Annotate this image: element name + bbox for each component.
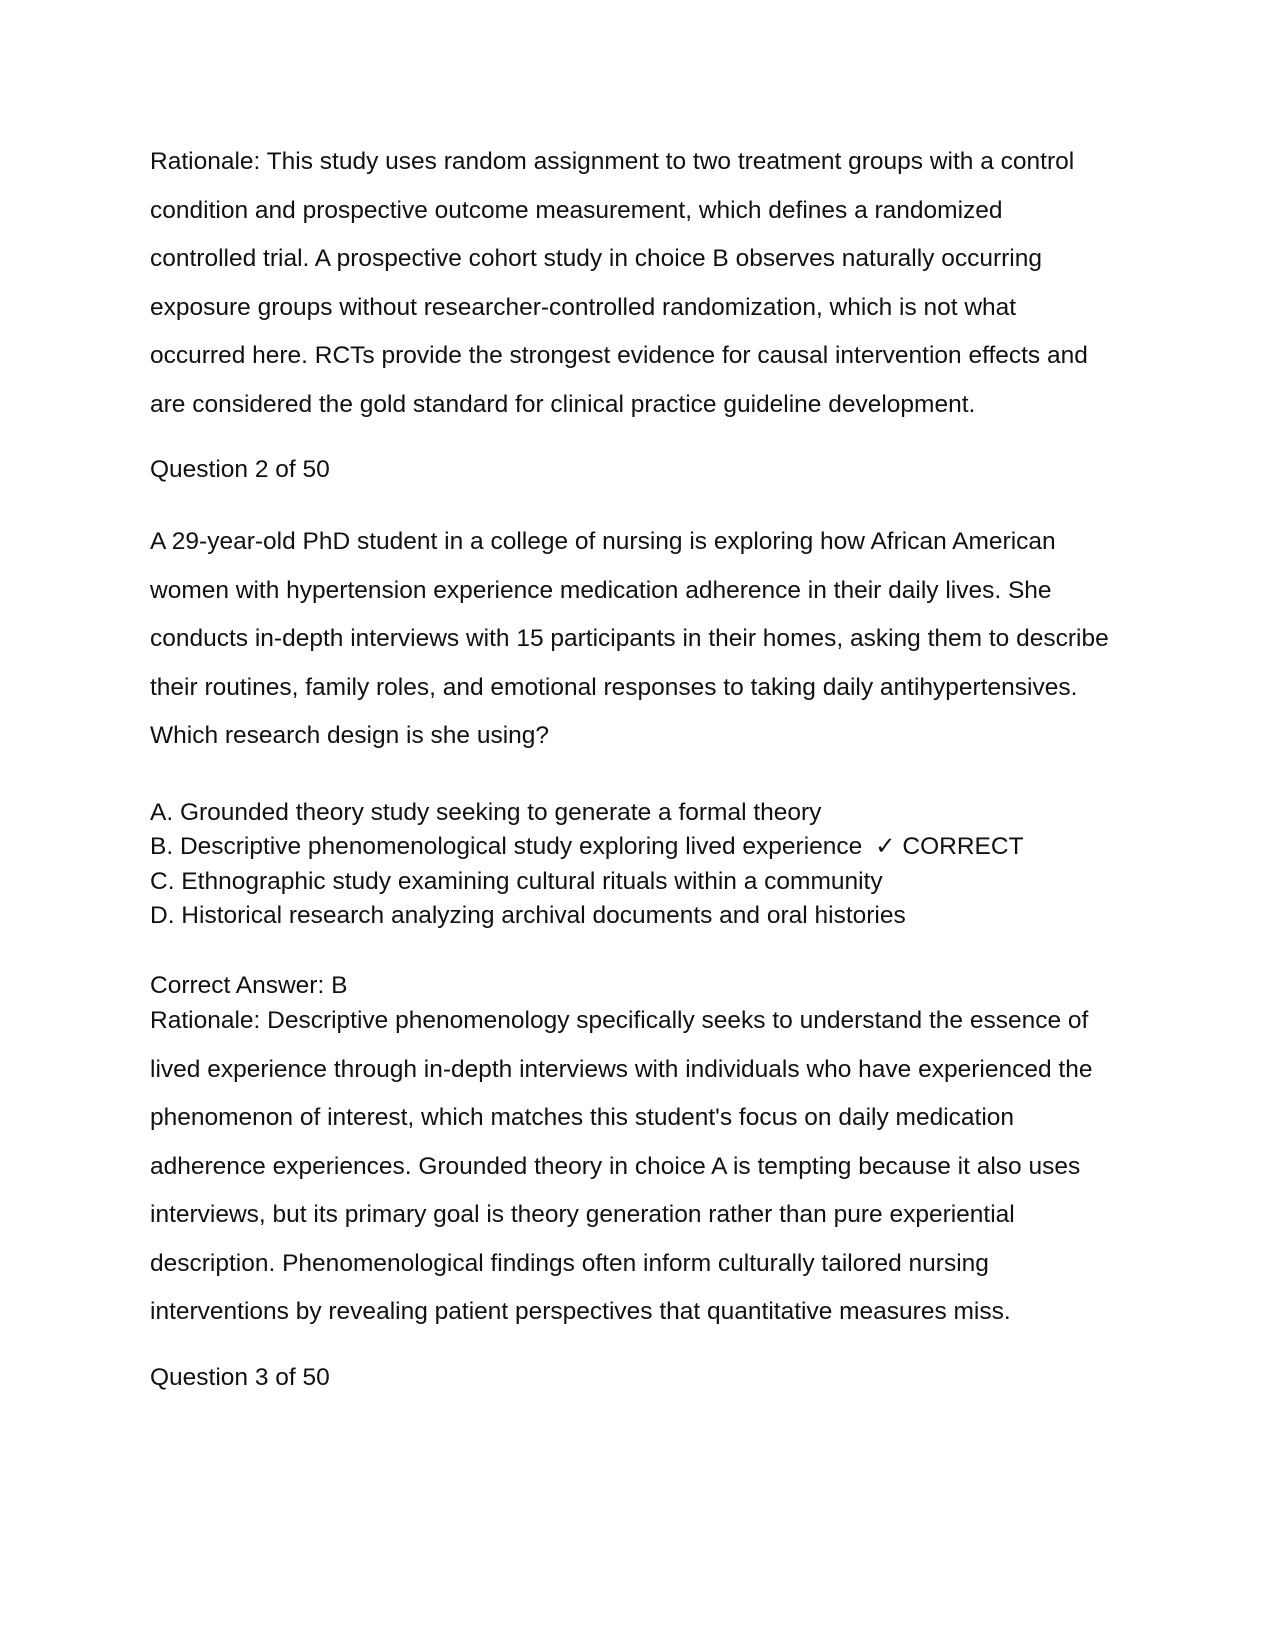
- q2-correct-answer: Correct Answer: B: [150, 971, 348, 999]
- q2-options: [150, 796, 1110, 934]
- q2-option-c: [150, 865, 1110, 900]
- q2-option-a: [150, 796, 1110, 831]
- option-text: C. Ethnographic study examining cultural rituals within a community: [150, 867, 883, 895]
- q2-answer-block: [150, 969, 1110, 1337]
- q2-option-b: [150, 830, 1110, 865]
- q2-option-d: [150, 899, 1110, 934]
- q2-stem: A 29-year-old PhD student in a college of nursing is exploring how African American women with hypertension experience medication adherence in their daily lives. She conducts in-depth interviews with 15 participants in their homes, asking them to describe their routines, family roles, and emotional responses to taking daily antihypertensives. Which research design is she using?: [150, 528, 1109, 749]
- document-page: [150, 138, 1110, 1393]
- option-text: A. Grounded theory study seeking to generate a formal theory: [150, 798, 822, 826]
- q2-rationale: Rationale: Descriptive phenomenology specifically seeks to understand the essence of lived experience through in-depth interviews with individuals who have experienced the phenomenon of interest, which matches this student's focus on daily medication adherence experiences. Grounded theory in choice A is tempting because it also uses interviews, but its primary goal is theory generation rather than pure experiential description. Phenomenological findings often inform culturally tailored nursing interventions by revealing patient perspectives that quantitative measures miss.: [150, 1007, 1093, 1325]
- q3-heading: Question 3 of 50: [150, 1363, 330, 1391]
- correct-check-icon: ✓ CORRECT: [875, 833, 1024, 860]
- q2-heading: Question 2 of 50: [150, 456, 330, 483]
- q1-rationale: Rationale: This study uses random assignment to two treatment groups with a control condition and prospective outcome measurement, which defines a randomized controlled trial. A prospective cohort study in choice B observes naturally occurring exposure groups without researcher-controlled randomization, which is not what occurred here. RCTs provide the strongest evidence for causal intervention effects and are considered the gold standard for clinical practice guideline development.: [150, 148, 1088, 418]
- option-text: B. Descriptive phenomenological study exploring lived experience: [150, 833, 863, 860]
- option-text: D. Historical research analyzing archival documents and oral histories: [150, 902, 906, 929]
